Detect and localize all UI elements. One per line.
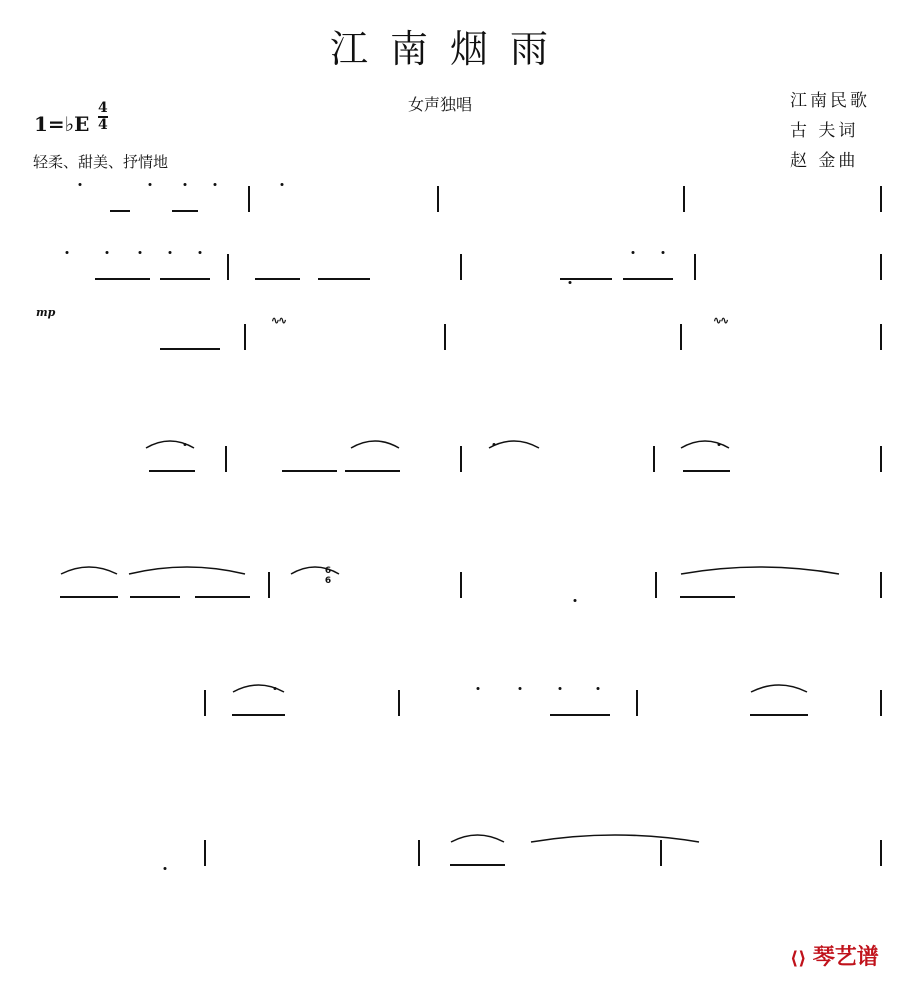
- key-signature: 1=♭E: [34, 112, 90, 136]
- tempo-marking: 轻柔、甜美、抒情地: [33, 153, 169, 171]
- beam-underline: [560, 278, 612, 280]
- beam-underline: [550, 714, 610, 716]
- mordent-mark: ∿∿: [712, 314, 728, 327]
- barline: [204, 840, 206, 866]
- logo-icon: ⟨⟩: [790, 948, 813, 969]
- beam-underline: [255, 278, 300, 280]
- time-signature-bottom: 4: [98, 117, 108, 133]
- performance-type: 女声独唱: [408, 95, 473, 114]
- slur-arc: [530, 831, 700, 843]
- octave-dot: [106, 251, 109, 254]
- octave-dot: [574, 599, 577, 602]
- barline: [460, 572, 462, 598]
- beam-underline: [318, 278, 370, 280]
- octave-dot: [79, 183, 82, 186]
- barline: [460, 446, 462, 472]
- octave-dot: [493, 443, 496, 446]
- song-title: 江南烟雨: [329, 27, 570, 71]
- barline: [418, 840, 420, 866]
- octave-dot: [66, 251, 69, 254]
- watermark-logo: [790, 940, 879, 971]
- beam-underline: [450, 864, 505, 866]
- octave-dot: [559, 687, 562, 690]
- slur-arc: [232, 681, 285, 693]
- octave-dot: [569, 281, 572, 284]
- beam-underline: [160, 348, 220, 350]
- slur-arc: [145, 437, 195, 449]
- dynamic-marking: mp: [36, 306, 56, 319]
- slur-arc: [128, 563, 246, 575]
- beam-underline: [160, 278, 210, 280]
- barline: [244, 324, 246, 350]
- credit-lyricist: 古 夫词: [790, 121, 859, 141]
- octave-dot: [662, 251, 665, 254]
- barline: [680, 324, 682, 350]
- barline: [227, 254, 229, 280]
- barline: [683, 186, 685, 212]
- beam-underline: [172, 210, 198, 212]
- octave-dot: [199, 251, 202, 254]
- octave-dot: [184, 443, 187, 446]
- barline: [444, 324, 446, 350]
- barline: [268, 572, 270, 598]
- octave-dot: [164, 867, 167, 870]
- barline: [204, 690, 206, 716]
- beam-underline: [232, 714, 285, 716]
- octave-dot: [184, 183, 187, 186]
- barline: [655, 572, 657, 598]
- octave-dot: [149, 183, 152, 186]
- barline: [694, 254, 696, 280]
- barline: [880, 690, 882, 716]
- slur-arc: [680, 563, 840, 575]
- beam-underline: [95, 278, 150, 280]
- barline: [660, 840, 662, 866]
- octave-dot: [281, 183, 284, 186]
- barline: [880, 324, 882, 350]
- watermark-text: 琴艺谱: [812, 945, 879, 970]
- slur-arc: [488, 437, 540, 449]
- barline: [248, 186, 250, 212]
- barline: [880, 186, 882, 212]
- octave-dot: [214, 183, 217, 186]
- slur-arc: [750, 681, 808, 693]
- barline: [880, 446, 882, 472]
- credit-composer: 赵 金曲: [790, 151, 859, 171]
- barline: [460, 254, 462, 280]
- beam-underline: [149, 470, 195, 472]
- beam-underline: [110, 210, 130, 212]
- beam-underline: [60, 596, 118, 598]
- barline: [653, 446, 655, 472]
- octave-dot: [274, 687, 277, 690]
- mordent-mark: ∿∿: [270, 314, 286, 327]
- octave-dot: [718, 443, 721, 446]
- slur-arc: [680, 437, 730, 449]
- barline: [880, 254, 882, 280]
- beam-underline: [195, 596, 250, 598]
- grace-note: 6: [324, 566, 332, 576]
- octave-dot: [632, 251, 635, 254]
- octave-dot: [169, 251, 172, 254]
- octave-dot: [139, 251, 142, 254]
- barline: [880, 572, 882, 598]
- octave-dot: [477, 687, 480, 690]
- beam-underline: [282, 470, 337, 472]
- barline: [880, 840, 882, 866]
- beam-underline: [130, 596, 180, 598]
- octave-dot: [597, 687, 600, 690]
- time-signature-top: 4: [98, 100, 108, 116]
- slur-arc: [350, 437, 400, 449]
- beam-underline: [680, 596, 735, 598]
- grace-note: 6: [324, 576, 332, 586]
- beam-underline: [683, 470, 730, 472]
- barline: [437, 186, 439, 212]
- beam-underline: [623, 278, 673, 280]
- beam-underline: [345, 470, 400, 472]
- beam-underline: [750, 714, 808, 716]
- time-signature: [98, 101, 108, 133]
- octave-dot: [519, 687, 522, 690]
- slur-arc: [290, 563, 340, 575]
- barline: [398, 690, 400, 716]
- slur-arc: [60, 563, 118, 575]
- slur-arc: [450, 831, 505, 843]
- barline: [636, 690, 638, 716]
- barline: [225, 446, 227, 472]
- credit-origin: 江南民歌: [790, 91, 870, 111]
